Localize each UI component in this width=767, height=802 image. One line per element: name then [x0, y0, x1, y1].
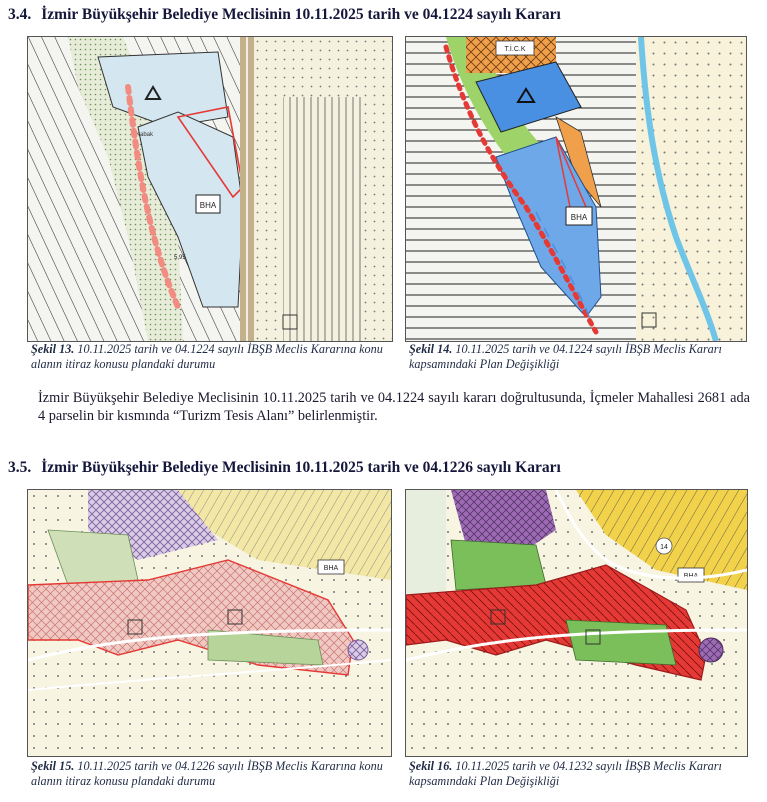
bha-label: BHA — [570, 213, 588, 222]
section-number: 3.5. — [8, 459, 32, 476]
section-3-4-heading — [8, 6, 561, 24]
caption-text: 10.11.2025 tarih ve 04.1226 sayılı İBŞB Meclis Kararına konu alanın itiraz konusu plandaki durumu — [31, 759, 383, 788]
section-number: 3.4. — [8, 6, 32, 23]
tree-label: Kabak — [136, 132, 154, 138]
body-paragraph: İzmir Büyükşehir Belediye Meclisinin 10.11.2025 tarih ve 04.1224 sayılı kararı doğrultusunda, İçmeler Mahallesi 2681 ada 4 parselin bir kısmında “Turizm Tesis Alanı” belirlenmiştir. — [38, 390, 750, 424]
bha-label: BHA — [683, 573, 699, 580]
figure-13-map — [27, 36, 393, 342]
elevation-label: 5,95 — [174, 255, 186, 261]
caption-text: 10.11.2025 tarih ve 04.1232 sayılı İBŞB Meclis Kararı kapsamındaki Plan Değişikliği — [409, 759, 722, 788]
caption-label: Şekil 13. — [31, 342, 75, 356]
section-3-5-heading — [8, 459, 561, 477]
figure-15-map — [27, 489, 392, 757]
bha-label: BHA — [199, 201, 217, 210]
figure-14-caption — [409, 342, 749, 372]
section-title: İzmir Büyükşehir Belediye Meclisinin 10.11.2025 tarih ve 04.1226 sayılı Kararı — [41, 459, 561, 476]
road-label: 14 — [660, 544, 668, 551]
figure-13-caption — [31, 342, 391, 372]
caption-text: 10.11.2025 tarih ve 04.1224 sayılı İBŞB Meclis Kararına konu alanın itiraz konusu plandaki durumu — [31, 342, 383, 371]
caption-label: Şekil 16. — [409, 759, 453, 773]
caption-label: Şekil 14. — [409, 342, 453, 356]
bha-label: BHA — [323, 565, 339, 572]
figure-16-map — [405, 489, 748, 757]
section-title: İzmir Büyükşehir Belediye Meclisinin 10.11.2025 tarih ve 04.1224 sayılı Kararı — [41, 6, 561, 23]
figure-14-map — [405, 36, 747, 342]
caption-label: Şekil 15. — [31, 759, 75, 773]
caption-text: 10.11.2025 tarih ve 04.1224 sayılı İBŞB Meclis Kararı kapsamındaki Plan Değişikliği — [409, 342, 722, 371]
figure-15-caption — [31, 759, 391, 789]
tick-label: T.İ.C.K — [504, 46, 526, 53]
figure-16-caption — [409, 759, 749, 789]
